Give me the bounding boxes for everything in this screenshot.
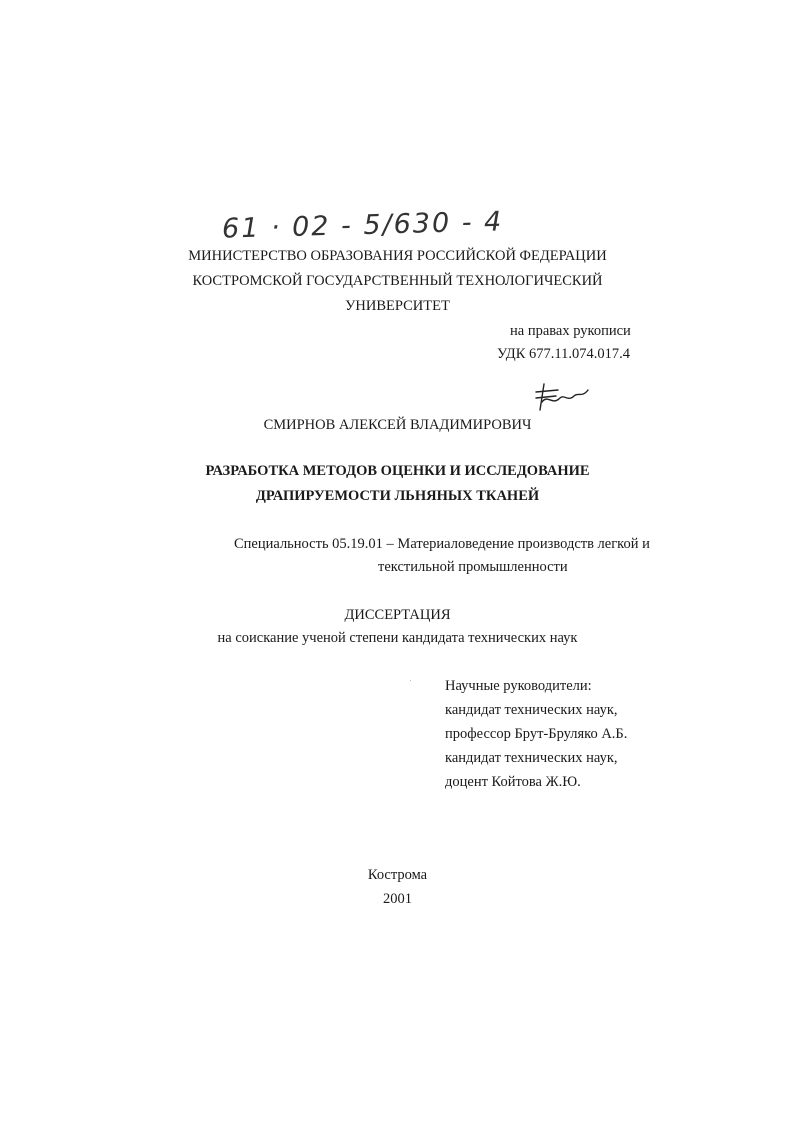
supervisor-line: кандидат технических наук, [445,750,618,766]
degree-purpose: на соискание ученой степени кандидата технических наук [217,630,578,646]
university-line-1: КОСТРОМСКОЙ ГОСУДАРСТВЕННЫЙ ТЕХНОЛОГИЧЕСКИЙ [192,273,603,289]
document-type: ДИССЕРТАЦИЯ [344,607,451,623]
ministry-line: МИНИСТЕРСТВО ОБРАЗОВАНИЯ РОССИЙСКОЙ ФЕДЕРАЦИИ [188,248,607,264]
supervisor-line: профессор Брут-Бруляко А.Б. [445,726,628,742]
handwritten-registration-number: 61 · 02 - 5/630 - 4 [221,206,504,245]
specialty-line-1: Специальность 05.19.01 – Материаловедение производств легкой и [234,536,650,552]
year: 2001 [383,891,412,907]
thesis-title-line-1: РАЗРАБОТКА МЕТОДОВ ОЦЕНКИ И ИССЛЕДОВАНИЕ [205,463,590,479]
supervisor-line: кандидат технических наук, [445,702,618,718]
supervisors-heading: Научные руководители: [445,678,592,694]
city: Кострома [367,867,428,883]
author-name: СМИРНОВ АЛЕКСЕЙ ВЛАДИМИРОВИЧ [263,417,532,433]
specialty-line-2: текстильной промышленности [378,559,568,575]
university-line-2: УНИВЕРСИТЕТ [345,298,450,314]
thesis-title-line-2: ДРАПИРУЕМОСТИ ЛЬНЯНЫХ ТКАНЕЙ [255,488,540,504]
scan-speck [410,680,411,681]
supervisor-line: доцент Койтова Ж.Ю. [445,774,581,790]
signature-icon [530,380,592,414]
rights-note: на правах рукописи [510,323,631,339]
udc-code: УДК 677.11.074.017.4 [497,346,630,362]
